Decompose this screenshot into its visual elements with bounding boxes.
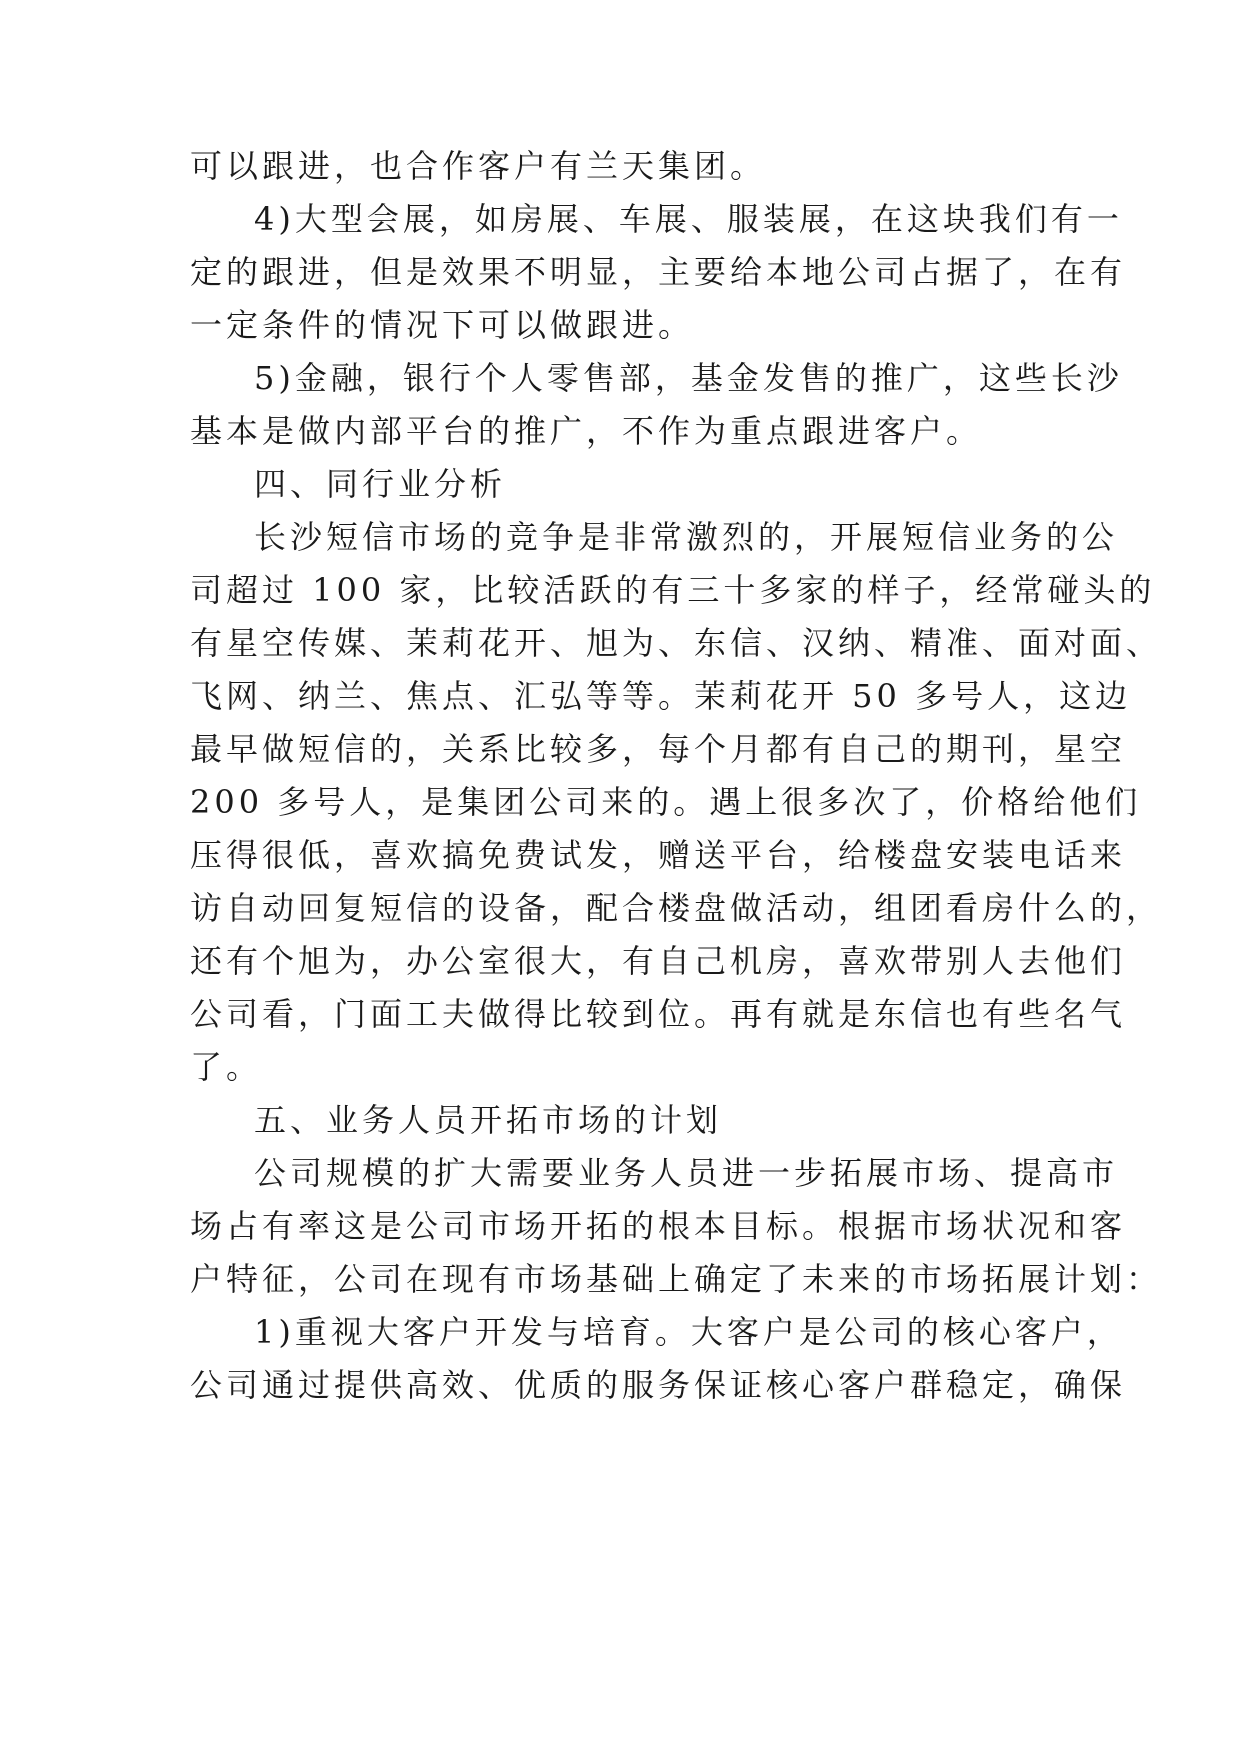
text-line: 飞网、纳兰、焦点、汇弘等等。茉莉花开 50 多号人，这边 [190, 677, 1132, 715]
text-line: 访自动回复短信的设备，配合楼盘做活动，组团看房什么的， [190, 889, 1163, 927]
list-item-1: 1)重视大客户开发与培育。大客户是公司的核心客户， [254, 1313, 1123, 1351]
list-item-5: 5)金融，银行个人零售部，基金发售的推广，这些长沙 [254, 359, 1123, 397]
text-line: 场占有率这是公司市场开拓的根本目标。根据市场状况和客 [190, 1207, 1127, 1245]
text-line: 还有个旭为，办公室很大，有自己机房，喜欢带别人去他们 [190, 942, 1127, 980]
text-line: 可以跟进，也合作客户有兰天集团。 [190, 147, 767, 185]
text-line: 户特征，公司在现有市场基础上确定了未来的市场拓展计划： [190, 1260, 1163, 1298]
text-line: 一定条件的情况下可以做跟进。 [190, 306, 695, 344]
text-line: 最早做短信的，关系比较多，每个月都有自己的期刊，星空 [190, 730, 1127, 768]
text-line: 压得很低，喜欢搞免费试发，赠送平台，给楼盘安装电话来 [190, 836, 1127, 874]
section-heading-5: 五、业务人员开拓市场的计划 [254, 1101, 723, 1139]
text-line: 有星空传媒、茉莉花开、旭为、东信、汉纳、精准、面对面、 [190, 624, 1163, 662]
text-line: 公司看，门面工夫做得比较到位。再有就是东信也有些名气 [190, 995, 1127, 1033]
paragraph-line: 长沙短信市场的竞争是非常激烈的，开展短信业务的公 [254, 518, 1119, 556]
text-line: 200 多号人，是集团公司来的。遇上很多次了，价格给他们 [190, 783, 1142, 821]
paragraph-line: 公司规模的扩大需要业务人员进一步拓展市场、提高市 [254, 1154, 1119, 1192]
text-line: 基本是做内部平台的推广，不作为重点跟进客户。 [190, 412, 983, 450]
list-item-4: 4)大型会展，如房展、车展、服装展，在这块我们有一 [254, 200, 1123, 238]
text-line: 公司通过提供高效、优质的服务保证核心客户群稳定，确保 [190, 1366, 1127, 1404]
text-line: 司超过 100 家，比较活跃的有三十多家的样子，经常碰头的 [190, 571, 1156, 609]
text-line: 了。 [190, 1048, 263, 1086]
section-heading-4: 四、同行业分析 [254, 465, 507, 503]
text-line: 定的跟进，但是效果不明显，主要给本地公司占据了，在有 [190, 253, 1127, 291]
